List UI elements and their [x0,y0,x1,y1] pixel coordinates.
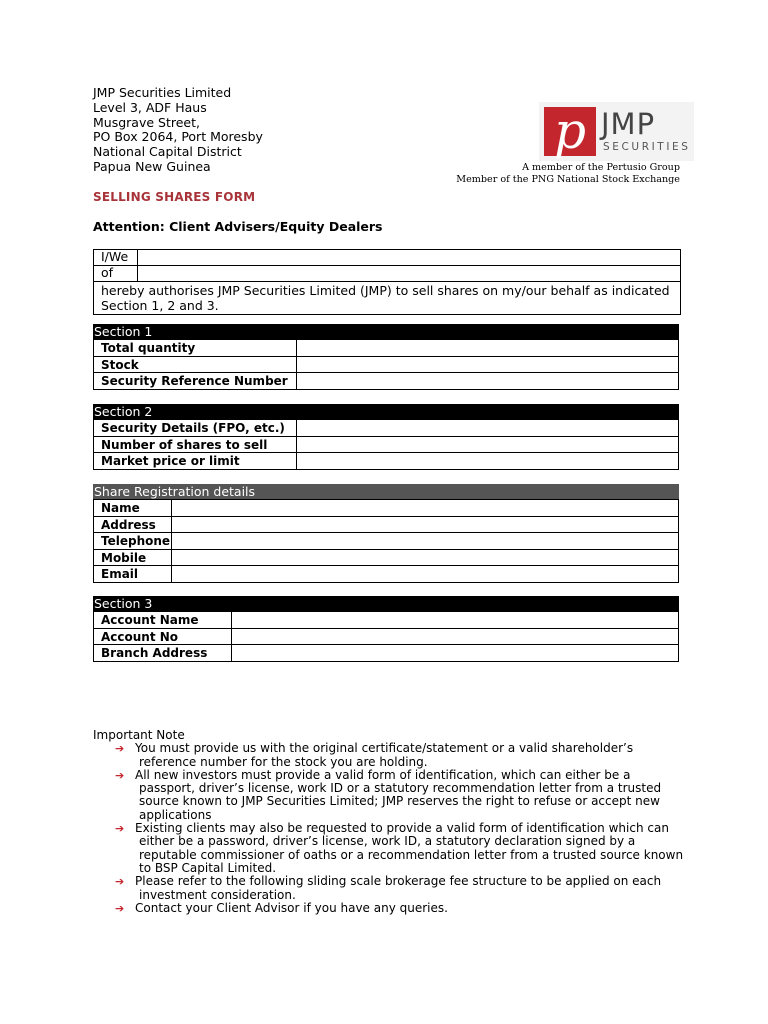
telephone-field[interactable] [172,533,678,549]
registration-table [93,499,679,583]
section-1-header: Section 1 [93,324,679,339]
arrow-right-icon: ➔ [115,768,125,782]
table-row [94,565,678,582]
arrow-right-icon: ➔ [115,822,125,836]
table-row [94,644,678,661]
table-row [94,499,678,516]
exchange-membership: Member of the PNG National Stock Exchange [456,174,680,185]
pertusio-membership: A member of the Pertusio Group [522,162,680,173]
table-row [94,452,678,469]
important-note [93,729,693,915]
of-field[interactable] [138,266,680,281]
list-item: ➔ You must provide us with the original certificate/statement or a valid shareholder’s reference number for the stock you are holding. [115,741,634,769]
security-details-field[interactable] [297,420,678,436]
section-3 [93,596,679,662]
row-label: Number of shares to sell [94,437,297,453]
registration-header: Share Registration details [93,484,679,499]
company-address [93,86,263,175]
row-label: Telephone [94,533,172,549]
row-label: Name [94,500,172,516]
row-label: Security Details (FPO, etc.) [94,420,297,436]
row-label: Security Reference Number [94,373,297,389]
jmp-logo [539,102,694,161]
price-limit-field[interactable] [297,453,678,469]
share-registration [93,484,679,583]
iwe-field[interactable] [138,250,680,265]
of-row [94,266,680,282]
table-row [94,549,678,566]
section-2-table [93,419,679,470]
list-item: ➔ Existing clients may also be requested to provide a valid form of identification which can either be a password, driver’s license, work ID, a statutory declaration signed by a reputable commissioner of oaths or a recommendation letter from a trusted source known to BSP Capital Limited. [115,821,684,875]
table-row [94,356,678,373]
email-field[interactable] [172,566,678,582]
iwe-row [94,250,680,266]
section-2-header: Section 2 [93,404,679,419]
table-row [94,628,678,645]
section-1 [93,324,679,390]
row-label: Email [94,566,172,582]
list-item: ➔ Please refer to the following sliding scale brokerage fee structure to be applied on each investment consideration. [115,874,662,902]
address-line: Level 3, ADF Haus [93,99,207,115]
address-line: National Capital District [93,144,242,160]
table-row [94,532,678,549]
logo-mark-icon: p [544,107,596,156]
note-list [93,742,693,915]
table-row [94,436,678,453]
table-row [94,372,678,389]
row-label: Account No [94,629,232,645]
list-item: ➔ All new investors must provide a valid form of identification, which can either be a passport, driver’s license, work ID or a statutory recommendation letter from a trusted source known to JMP Securities Limited; JMP reserves the right to refuse or accept new applications [115,767,662,822]
account-name-field[interactable] [232,612,678,628]
row-label: Stock [94,357,297,373]
row-label: Market price or limit [94,453,297,469]
client-details-table [93,249,681,315]
address-field[interactable] [172,517,678,533]
security-reference-field[interactable] [297,373,678,389]
attention-line: Attention: Client Advisers/Equity Dealers [93,219,383,234]
account-no-field[interactable] [232,629,678,645]
branch-address-field[interactable] [232,645,678,661]
section-1-table [93,339,679,390]
arrow-right-icon: ➔ [115,875,125,889]
table-row [94,419,678,436]
iwe-label: I/We [94,250,138,265]
name-field[interactable] [172,500,678,516]
row-label: Mobile [94,550,172,566]
total-quantity-field[interactable] [297,340,678,356]
note-title: Important Note [93,728,185,742]
shares-to-sell-field[interactable] [297,437,678,453]
address-line: Musgrave Street, [93,114,200,130]
section-2 [93,404,679,470]
list-item: ➔ Contact your Client Advisor if you have any queries. [115,900,448,915]
section-3-table [93,611,679,662]
authorisation-text: hereby authorises JMP Securities Limited (JMP) to sell shares on my/our behalf as indicated Section 1, 2 and 3. [101,283,670,313]
row-label: Address [94,517,172,533]
row-label: Account Name [94,612,232,628]
row-label: Branch Address [94,645,232,661]
table-row [94,339,678,356]
stock-field[interactable] [297,357,678,373]
table-row [94,611,678,628]
arrow-right-icon: ➔ [115,901,125,915]
logo-subtitle: SECURITIES [603,141,691,153]
table-row [94,516,678,533]
arrow-right-icon: ➔ [115,742,125,756]
address-line: JMP Securities Limited [93,85,232,100]
row-label: Total quantity [94,340,297,356]
mobile-field[interactable] [172,550,678,566]
form-title: SELLING SHARES FORM [93,190,256,204]
section-3-header: Section 3 [93,596,679,611]
address-line: PO Box 2064, Port Moresby [93,129,263,145]
logo-name: JMP [601,107,656,141]
of-label: of [94,266,138,281]
address-line: Papua New Guinea [93,158,211,174]
